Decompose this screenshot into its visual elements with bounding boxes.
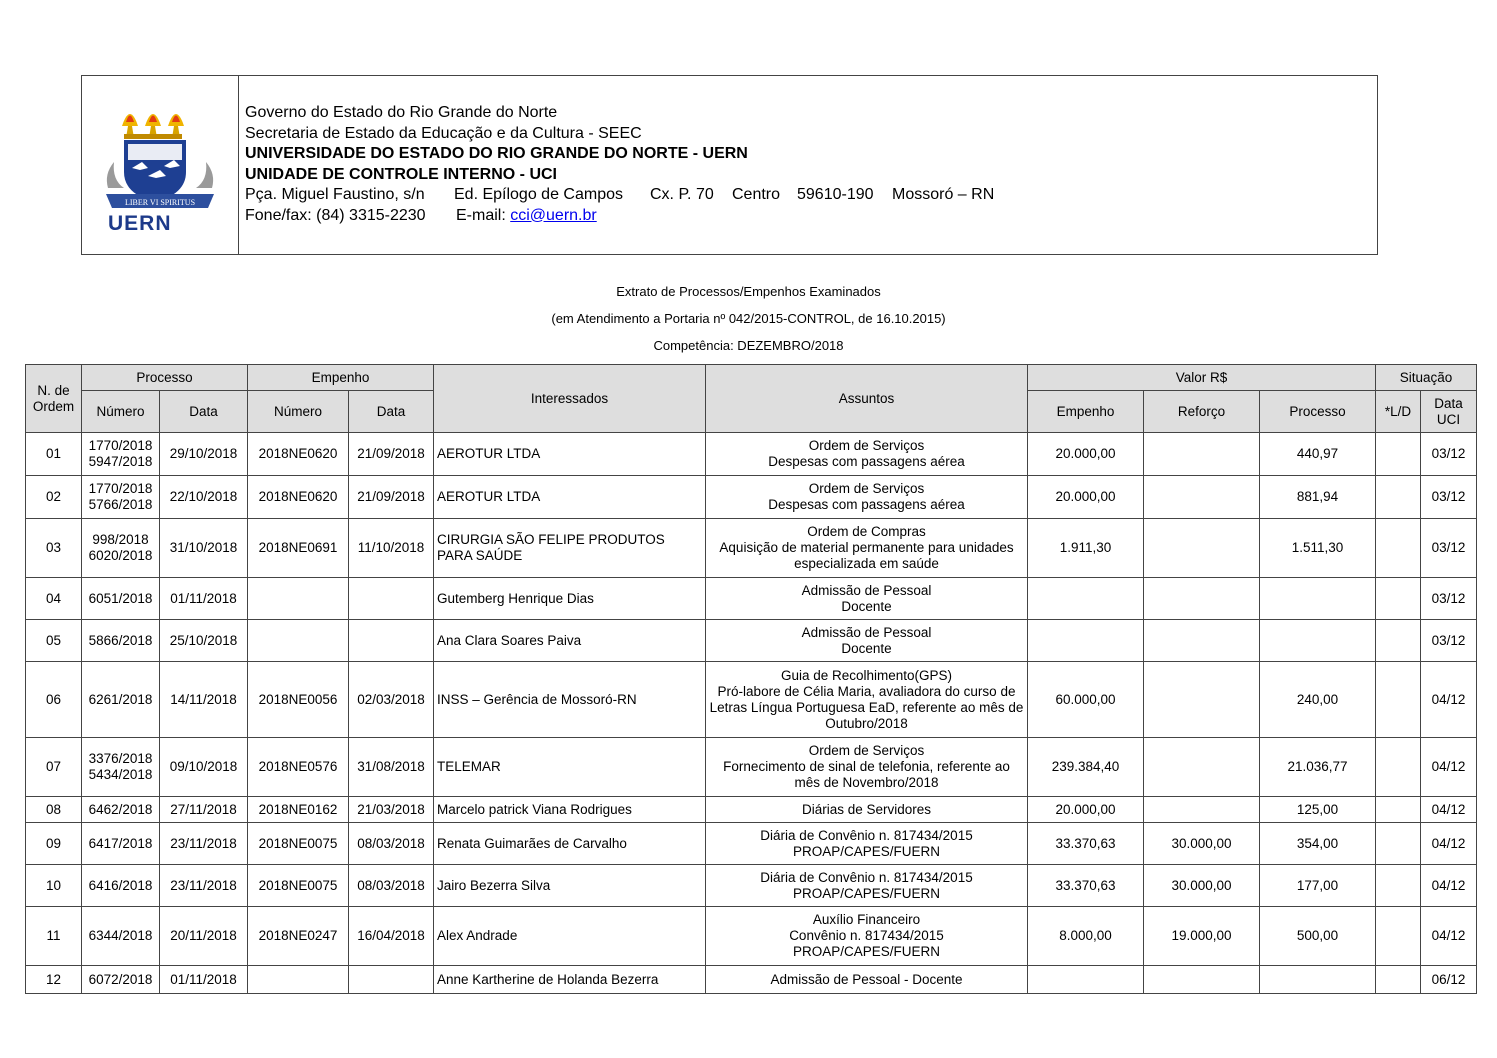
cell-interessado: Gutemberg Henrique Dias xyxy=(434,578,706,620)
cell-v-emp xyxy=(1028,620,1144,662)
col-valor: Valor R$ xyxy=(1028,365,1376,391)
cell-emp-num xyxy=(248,966,349,994)
cell-proc-data: 23/11/2018 xyxy=(160,865,248,907)
table-row xyxy=(26,476,1477,519)
cell-proc-data: 01/11/2018 xyxy=(160,966,248,994)
cell-ordem: 06 xyxy=(26,662,82,738)
cell-ld xyxy=(1376,578,1421,620)
cell-v-emp xyxy=(1028,578,1144,620)
cell-v-ref: 30.000,00 xyxy=(1144,823,1260,865)
col-emp-data: Data xyxy=(349,391,434,433)
cell-v-ref: 30.000,00 xyxy=(1144,865,1260,907)
cell-v-emp: 60.000,00 xyxy=(1028,662,1144,738)
cell-uci: 03/12 xyxy=(1421,620,1477,662)
cell-proc-num: 3376/2018 5434/2018 xyxy=(82,738,160,797)
cell-proc-num: 5866/2018 xyxy=(82,620,160,662)
cell-proc-num: 6416/2018 xyxy=(82,865,160,907)
cell-ordem: 02 xyxy=(26,476,82,519)
col-processo: Processo xyxy=(82,365,248,391)
cell-interessado: Jairo Bezerra Silva xyxy=(434,865,706,907)
col-interessados: Interessados xyxy=(434,365,706,433)
cell-emp-num: 2018NE0075 xyxy=(248,823,349,865)
cell-ld xyxy=(1376,662,1421,738)
cell-ld xyxy=(1376,966,1421,994)
cell-emp-num: 2018NE0620 xyxy=(248,476,349,519)
cell-ordem: 05 xyxy=(26,620,82,662)
cell-ld xyxy=(1376,797,1421,823)
email-label: E-mail: xyxy=(456,206,506,224)
cell-uci: 03/12 xyxy=(1421,578,1477,620)
cell-uci: 03/12 xyxy=(1421,433,1477,476)
cell-emp-data: 08/03/2018 xyxy=(349,865,434,907)
cell-interessado: Marcelo patrick Viana Rodrigues xyxy=(434,797,706,823)
logo-wordmark: UERN xyxy=(108,212,172,235)
addr-city: Mossoró – RN xyxy=(892,186,995,203)
cell-assunto: Ordem de Compras Aquisição de material permanente para unidades especializada em saúde xyxy=(706,519,1028,578)
cell-emp-data: 16/04/2018 xyxy=(349,907,434,966)
cell-emp-num xyxy=(248,620,349,662)
unit-line: UNIDADE DE CONTROLE INTERNO - UCI xyxy=(245,165,557,183)
cell-v-proc: 125,00 xyxy=(1260,797,1376,823)
cell-uci: 03/12 xyxy=(1421,519,1477,578)
cell-proc-data: 01/11/2018 xyxy=(160,578,248,620)
cell-v-emp: 20.000,00 xyxy=(1028,433,1144,476)
document-subtitle: (em Atendimento a Portaria nº 042/2015-CONTROL, de 16.10.2015) xyxy=(551,311,946,326)
cell-v-ref xyxy=(1144,738,1260,797)
contact-line xyxy=(245,206,994,227)
cell-proc-data: 29/10/2018 xyxy=(160,433,248,476)
cell-proc-num: 6462/2018 xyxy=(82,797,160,823)
cell-assunto: Auxílio Financeiro Convênio n. 817434/2015 PROAP/CAPES/FUERN xyxy=(706,907,1028,966)
cell-v-emp: 33.370,63 xyxy=(1028,823,1144,865)
cell-ld xyxy=(1376,823,1421,865)
cell-v-proc: 21.036,77 xyxy=(1260,738,1376,797)
cell-ordem: 12 xyxy=(26,966,82,994)
cell-v-emp: 20.000,00 xyxy=(1028,797,1144,823)
table-row xyxy=(26,620,1477,662)
cell-ordem: 03 xyxy=(26,519,82,578)
cell-emp-data: 21/09/2018 xyxy=(349,433,434,476)
cell-v-proc: 354,00 xyxy=(1260,823,1376,865)
addr-street: Pça. Miguel Faustino, s/n xyxy=(245,186,425,203)
cell-ld xyxy=(1376,865,1421,907)
cell-interessado: Alex Andrade xyxy=(434,907,706,966)
cell-assunto: Ordem de Serviços Fornecimento de sinal de telefonia, referente ao mês de Novembro/2018 xyxy=(706,738,1028,797)
cell-emp-data: 21/09/2018 xyxy=(349,476,434,519)
processes-table xyxy=(25,364,1477,994)
col-valor-reforco: Reforço xyxy=(1144,391,1260,433)
cell-ld xyxy=(1376,907,1421,966)
table-row xyxy=(26,865,1477,907)
addr-building: Ed. Epílogo de Campos xyxy=(454,186,623,203)
cell-proc-num: 6051/2018 xyxy=(82,578,160,620)
cell-interessado: Renata Guimarães de Carvalho xyxy=(434,823,706,865)
logo-motto: LIBER VI SPIRITUS xyxy=(124,198,196,207)
cell-uci: 04/12 xyxy=(1421,907,1477,966)
cell-uci: 04/12 xyxy=(1421,738,1477,797)
col-data-uci: Data UCI xyxy=(1421,391,1477,433)
cell-interessado: CIRURGIA SÃO FELIPE PRODUTOS PARA SAÚDE xyxy=(434,519,706,578)
cell-uci: 03/12 xyxy=(1421,476,1477,519)
cell-emp-data xyxy=(349,966,434,994)
col-empenho: Empenho xyxy=(248,365,434,391)
cell-emp-data: 08/03/2018 xyxy=(349,823,434,865)
cell-proc-data: 27/11/2018 xyxy=(160,797,248,823)
cell-v-ref xyxy=(1144,662,1260,738)
cell-assunto: Admissão de Pessoal Docente xyxy=(706,620,1028,662)
cell-emp-num: 2018NE0691 xyxy=(248,519,349,578)
cell-proc-data: 22/10/2018 xyxy=(160,476,248,519)
cell-uci: 04/12 xyxy=(1421,662,1477,738)
cell-uci: 04/12 xyxy=(1421,797,1477,823)
col-ld: *L/D xyxy=(1376,391,1421,433)
address-line xyxy=(245,185,994,206)
cell-uci: 04/12 xyxy=(1421,823,1477,865)
col-proc-numero: Número xyxy=(82,391,160,433)
table-row xyxy=(26,662,1477,738)
competence-line: Competência: DEZEMBRO/2018 xyxy=(653,338,844,353)
col-assuntos: Assuntos xyxy=(706,365,1028,433)
cell-emp-data xyxy=(349,620,434,662)
cell-v-proc: 177,00 xyxy=(1260,865,1376,907)
addr-zip: 59610-190 xyxy=(797,186,874,203)
table-row xyxy=(26,433,1477,476)
cell-v-ref xyxy=(1144,476,1260,519)
cell-uci: 04/12 xyxy=(1421,865,1477,907)
cell-assunto: Ordem de Serviços Despesas com passagens aérea xyxy=(706,476,1028,519)
cell-ordem: 01 xyxy=(26,433,82,476)
col-emp-numero: Número xyxy=(248,391,349,433)
email-link[interactable]: cci@uern.br xyxy=(510,206,597,224)
cell-proc-num: 998/2018 6020/2018 xyxy=(82,519,160,578)
col-proc-data: Data xyxy=(160,391,248,433)
col-valor-empenho: Empenho xyxy=(1028,391,1144,433)
cell-emp-num xyxy=(248,578,349,620)
cell-assunto: Admissão de Pessoal Docente xyxy=(706,578,1028,620)
cell-v-proc xyxy=(1260,966,1376,994)
cell-assunto: Diárias de Servidores xyxy=(706,797,1028,823)
letterhead xyxy=(81,75,1378,255)
cell-proc-data: 31/10/2018 xyxy=(160,519,248,578)
cell-assunto: Diária de Convênio n. 817434/2015 PROAP/CAPES/FUERN xyxy=(706,823,1028,865)
cell-proc-data: 14/11/2018 xyxy=(160,662,248,738)
letterhead-text xyxy=(245,103,994,226)
cell-ordem: 08 xyxy=(26,797,82,823)
cell-v-ref: 19.000,00 xyxy=(1144,907,1260,966)
cell-v-proc xyxy=(1260,620,1376,662)
cell-proc-data: 25/10/2018 xyxy=(160,620,248,662)
cell-ordem: 11 xyxy=(26,907,82,966)
cell-v-emp: 8.000,00 xyxy=(1028,907,1144,966)
cell-proc-data: 09/10/2018 xyxy=(160,738,248,797)
cell-emp-num: 2018NE0075 xyxy=(248,865,349,907)
cell-proc-data: 20/11/2018 xyxy=(160,907,248,966)
logo-cell xyxy=(82,76,239,254)
cell-emp-data: 02/03/2018 xyxy=(349,662,434,738)
cell-emp-num: 2018NE0247 xyxy=(248,907,349,966)
cell-ld xyxy=(1376,738,1421,797)
cell-v-proc: 1.511,30 xyxy=(1260,519,1376,578)
cell-v-proc: 881,94 xyxy=(1260,476,1376,519)
col-ordem: N. de Ordem xyxy=(26,365,82,433)
cell-ordem: 10 xyxy=(26,865,82,907)
col-situacao: Situação xyxy=(1376,365,1477,391)
cell-emp-data: 11/10/2018 xyxy=(349,519,434,578)
secretaria-line: Secretaria de Estado da Educação e da Cultura - SEEC xyxy=(245,124,642,142)
cell-uci: 06/12 xyxy=(1421,966,1477,994)
cell-v-emp xyxy=(1028,966,1144,994)
document-title: Extrato de Processos/Empenhos Examinados xyxy=(616,284,881,299)
cell-interessado: Ana Clara Soares Paiva xyxy=(434,620,706,662)
gov-line: Governo do Estado do Rio Grande do Norte xyxy=(245,104,558,121)
cell-ld xyxy=(1376,620,1421,662)
cell-v-emp: 20.000,00 xyxy=(1028,476,1144,519)
university-line: UNIVERSIDADE DO ESTADO DO RIO GRANDE DO NORTE - UERN xyxy=(245,145,748,162)
cell-ld xyxy=(1376,476,1421,519)
cell-v-emp: 33.370,63 xyxy=(1028,865,1144,907)
cell-proc-num: 6261/2018 xyxy=(82,662,160,738)
cell-v-proc: 500,00 xyxy=(1260,907,1376,966)
cell-ld xyxy=(1376,433,1421,476)
cell-interessado: Anne Kartherine de Holanda Bezerra xyxy=(434,966,706,994)
cell-interessado: INSS – Gerência de Mossoró-RN xyxy=(434,662,706,738)
phone-text: Fone/fax: (84) 3315-2230 xyxy=(245,206,426,224)
cell-emp-num: 2018NE0576 xyxy=(248,738,349,797)
cell-proc-num: 1770/2018 5947/2018 xyxy=(82,433,160,476)
table-row xyxy=(26,907,1477,966)
table-row xyxy=(26,578,1477,620)
cell-proc-num: 1770/2018 5766/2018 xyxy=(82,476,160,519)
cell-ordem: 07 xyxy=(26,738,82,797)
table-row xyxy=(26,823,1477,865)
cell-v-ref xyxy=(1144,797,1260,823)
cell-ordem: 09 xyxy=(26,823,82,865)
cell-emp-num: 2018NE0056 xyxy=(248,662,349,738)
cell-emp-num: 2018NE0620 xyxy=(248,433,349,476)
cell-proc-num: 6344/2018 xyxy=(82,907,160,966)
addr-po-box: Cx. P. 70 xyxy=(650,186,714,203)
cell-emp-data: 21/03/2018 xyxy=(349,797,434,823)
cell-v-proc: 440,97 xyxy=(1260,433,1376,476)
cell-interessado: AEROTUR LTDA xyxy=(434,433,706,476)
cell-proc-num: 6072/2018 xyxy=(82,966,160,994)
cell-v-ref xyxy=(1144,578,1260,620)
table-row xyxy=(26,797,1477,823)
addr-district: Centro xyxy=(732,186,781,203)
cell-v-ref xyxy=(1144,620,1260,662)
cell-assunto: Guia de Recolhimento(GPS) Pró-labore de Célia Maria, avaliadora do curso de Letras Língua Portuguesa EaD, referente ao mês de Outubro/2018 xyxy=(706,662,1028,738)
col-valor-processo: Processo xyxy=(1260,391,1376,433)
cell-emp-data: 31/08/2018 xyxy=(349,738,434,797)
cell-emp-data xyxy=(349,578,434,620)
cell-emp-num: 2018NE0162 xyxy=(248,797,349,823)
cell-interessado: AEROTUR LTDA xyxy=(434,476,706,519)
table-body xyxy=(26,433,1477,994)
cell-v-proc: 240,00 xyxy=(1260,662,1376,738)
cell-assunto: Diária de Convênio n. 817434/2015 PROAP/CAPES/FUERN xyxy=(706,865,1028,907)
cell-v-emp: 239.384,40 xyxy=(1028,738,1144,797)
table-row xyxy=(26,738,1477,797)
cell-assunto: Admissão de Pessoal - Docente xyxy=(706,966,1028,994)
cell-ordem: 04 xyxy=(26,578,82,620)
cell-v-emp: 1.911,30 xyxy=(1028,519,1144,578)
cell-assunto: Ordem de Serviços Despesas com passagens aérea xyxy=(706,433,1028,476)
cell-interessado: TELEMAR xyxy=(434,738,706,797)
cell-v-ref xyxy=(1144,433,1260,476)
table-row xyxy=(26,966,1477,994)
cell-v-proc xyxy=(1260,578,1376,620)
cell-v-ref xyxy=(1144,519,1260,578)
cell-ld xyxy=(1376,519,1421,578)
cell-proc-data: 23/11/2018 xyxy=(160,823,248,865)
table-row xyxy=(26,519,1477,578)
cell-proc-num: 6417/2018 xyxy=(82,823,160,865)
table-header-row-1 xyxy=(26,365,1477,391)
cell-v-ref xyxy=(1144,966,1260,994)
